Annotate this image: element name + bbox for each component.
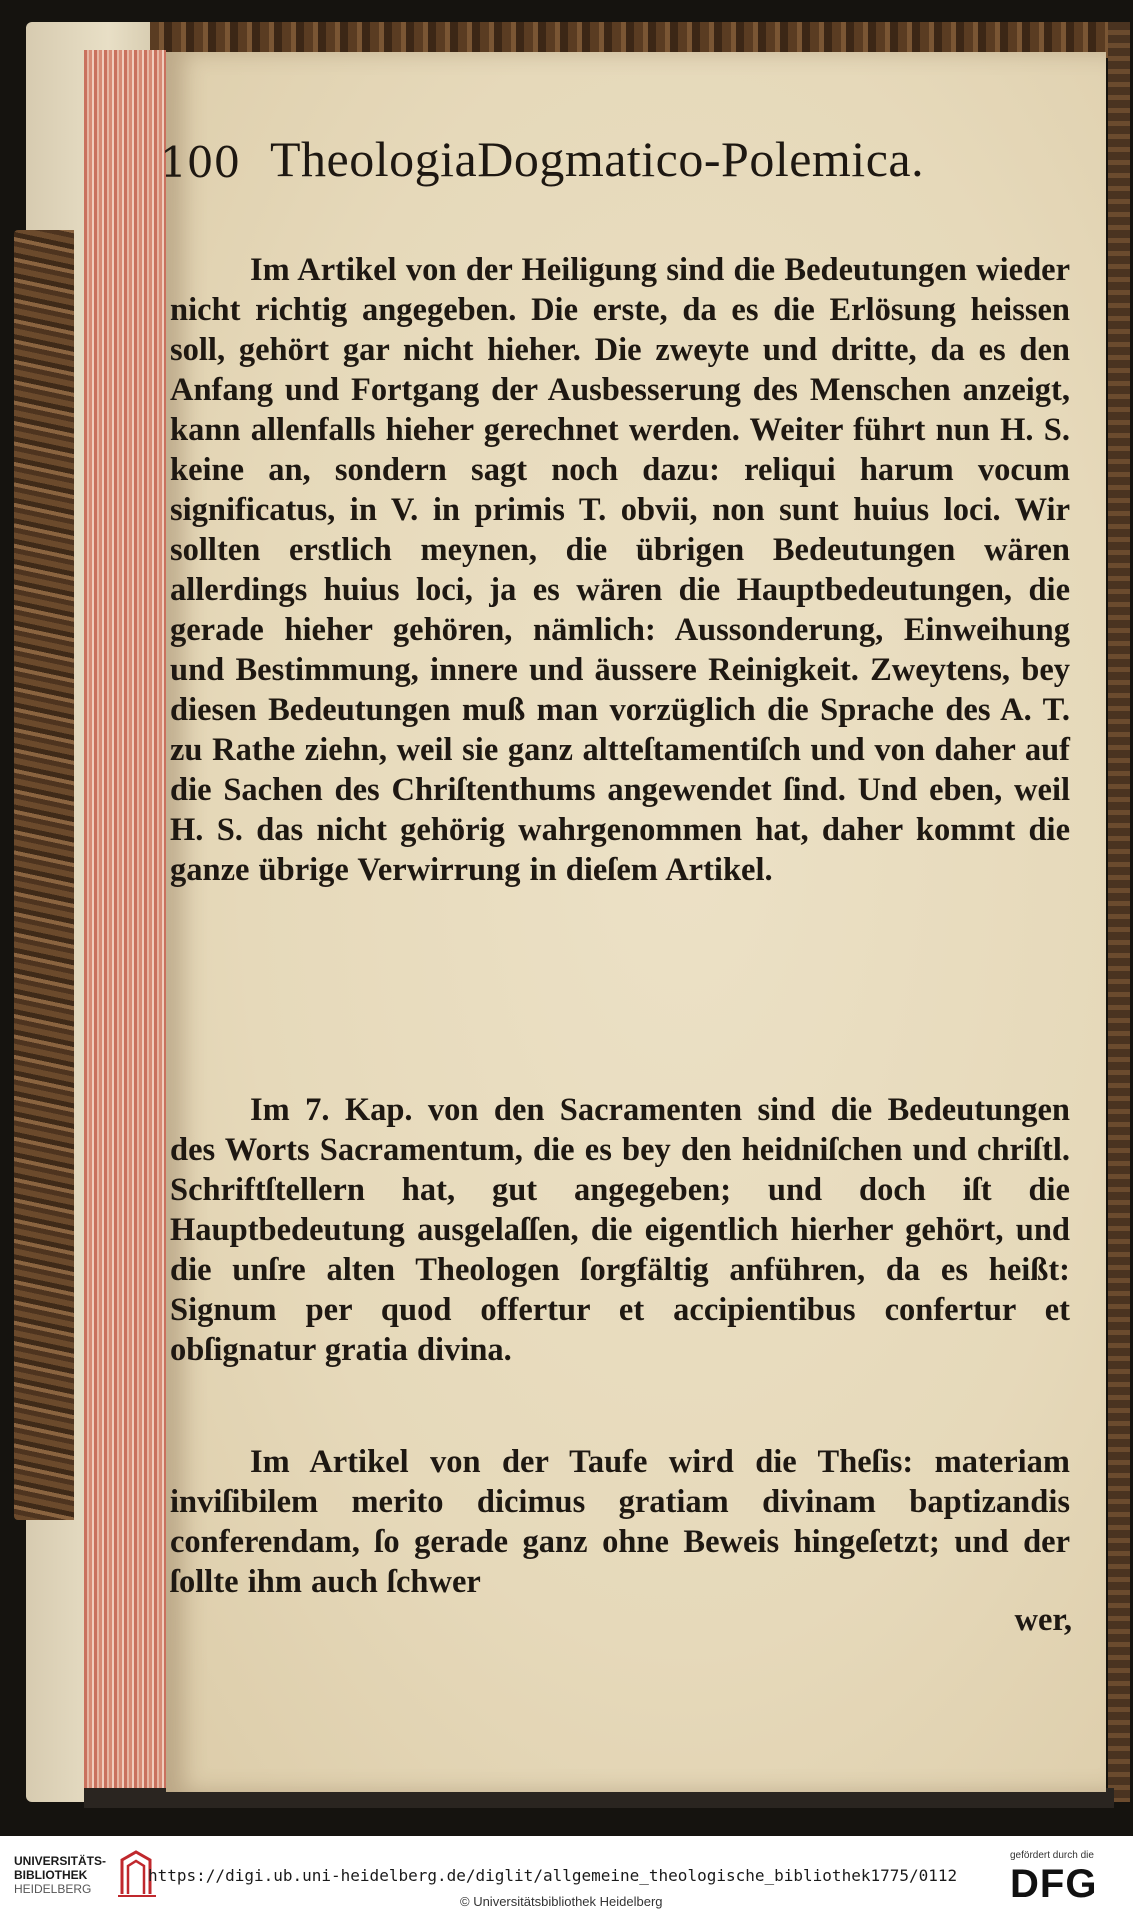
running-title: TheologiaDogmatico-Polemica. bbox=[270, 131, 925, 187]
permalink-url[interactable]: https://digi.ub.uni-heidelberg.de/diglit/allgemeine_theologische_bibliothek1775/0112 bbox=[148, 1866, 958, 1885]
paragraph-taufe: Im Artikel von der Taufe wird die Theſis: materiam inviſibilem merito dicimus gratiam divinam baptizandis conferendam, ſo gerade ganz ohne Beweis hingeſetzt; und der ſollte ihm auch ſchwer bbox=[170, 1444, 1070, 1600]
paragraph-heiligung: Im Artikel von der Heiligung sind die Bedeutungen wieder nicht richtig angegeben. Die erste, da es die Erlösung heissen soll, gehört gar nicht hieher. Die zweyte und dritte, da es den Anfang und Fortgang der Ausbesserung des Menschen anzeigt, kann allenfalls hieher gerechnet werden. Weiter führt nun H. S. keine an, sondern sagt noch dazu: reliqui harum vocum significatus, in V. in primis T. obvii, non sunt huius loci. Wir sollten erstlich meynen, die übrigen Bedeutungen wären allerdings huius loci, ja es wären die Hauptbedeutungen, die gerade hieher gehören, nämlich: Aussonderung, Einweihung und Bestimmung, innere und äussere Reinigkeit. Zweytens, bey diesen Bedeutungen muß man vorzüglich die Sprache des A. T. zu Rathe ziehn, weil sie ganz altteſtamentiſch und von daher auf die Sachen des Chriſtenthums angewendet ſind. Und eben, weil H. S. das nicht gehörig wahrgenommen hat, daher kommt die ganze übrige Verwirrung in dieſem Artikel. bbox=[170, 252, 1070, 888]
page-number: 100 bbox=[160, 138, 241, 187]
logo-text-line1: UNIVERSITÄTS- bbox=[14, 1854, 107, 1868]
logo-text-line2: BIBLIOTHEK bbox=[14, 1868, 88, 1882]
marbled-board bbox=[14, 230, 74, 1520]
paragraph-sacramente: Im 7. Kap. von den Sacramenten sind die Bedeutungen des Worts Sacramentum, die es bey den heidniſchen und chriſtl. Schriftſtellern hat, gut angegeben; und doch iſt die Hauptbedeutung ausgelaſſen, die eigentlich hierher gehört, und die unſre alten Theologen ſorgfältig anführen, da es heißt: Signum per quod offertur et accipientibus confertur et obſignatur gratia divina. bbox=[170, 1092, 1070, 1368]
catchword: wer, bbox=[1014, 1602, 1072, 1638]
page-block-edge bbox=[84, 50, 166, 1790]
footer-bar bbox=[0, 1836, 1133, 1918]
copyright-notice: © Universitätsbibliothek Heidelberg bbox=[460, 1894, 663, 1909]
dfg-logo[interactable]: DFG bbox=[1010, 1862, 1098, 1906]
page-header bbox=[160, 120, 1060, 200]
right-board-edge bbox=[1108, 22, 1130, 1802]
logo-text-line3: HEIDELBERG bbox=[14, 1882, 92, 1896]
funder-note: gefördert durch die bbox=[1010, 1850, 1094, 1861]
